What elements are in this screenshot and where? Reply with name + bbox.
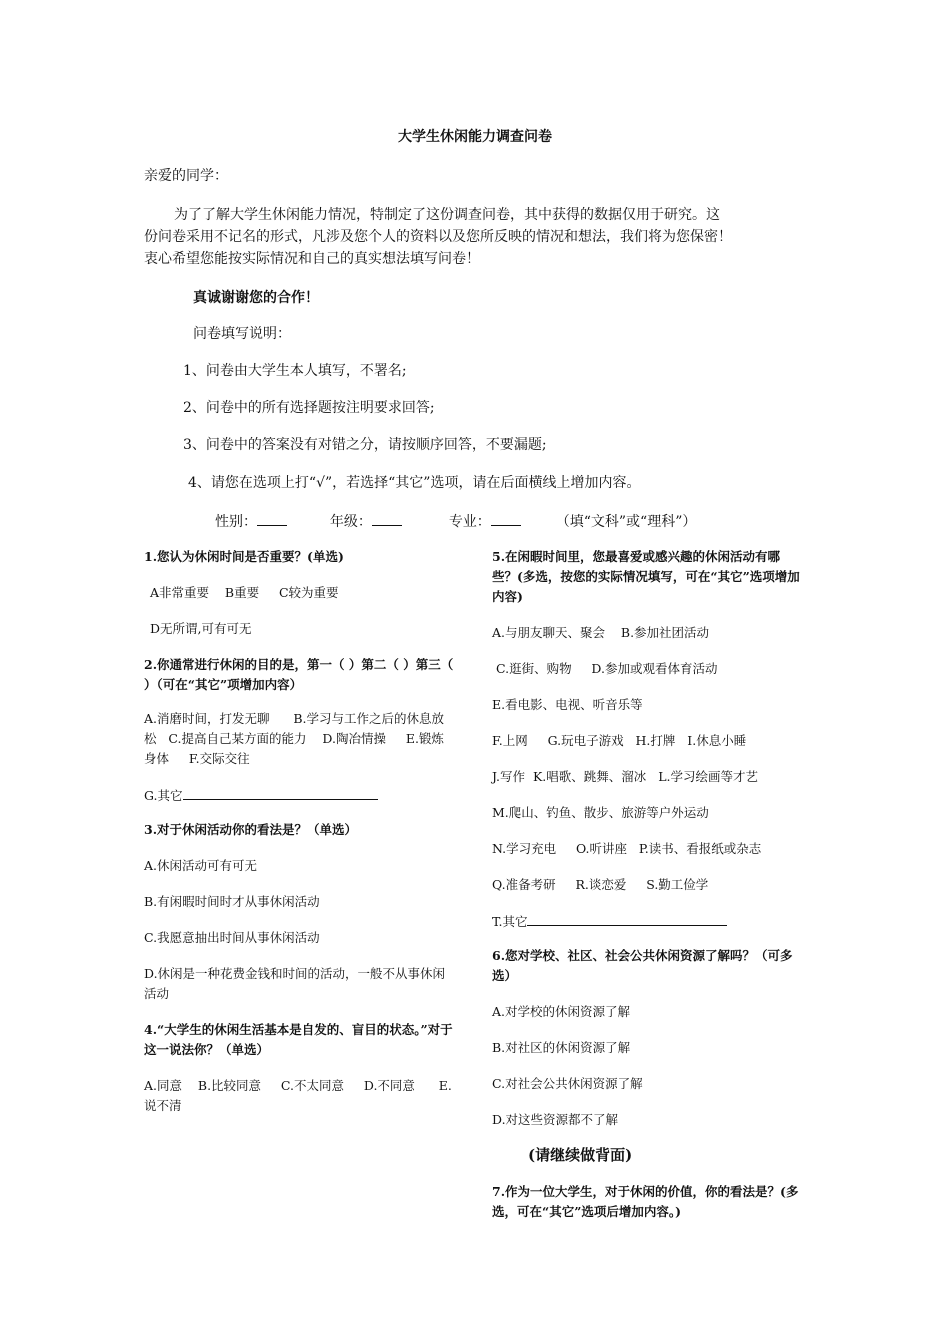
right-column	[492, 547, 804, 1222]
greeting: 亲爱的同学：	[144, 168, 228, 184]
instruction-3: 3、问卷中的答案没有对错之分，请按顺序回答，不要漏题;	[183, 437, 547, 453]
instruction-1: 1、问卷由大学生本人填写，不署名;	[183, 363, 407, 379]
grade-label: 年级：	[329, 514, 372, 530]
q6-option-a[interactable]: A.对学校的休闲资源了解	[492, 1004, 631, 1019]
q2-other[interactable]: G.其它	[144, 785, 456, 806]
continue-note: (请继续做背面)	[528, 1146, 633, 1164]
question-1: 1.您认为休闲时间是否重要？(单选)	[144, 549, 344, 564]
info-fields-row	[215, 511, 696, 533]
intro-line-2: 份问卷采用不记名的形式，凡涉及您个人的资料以及您所反映的情况和想法，我们将为您保密！	[144, 229, 732, 245]
question-2: 2.你通常进行休闲的目的是，第一（ ）第二（ ）第三（ ）（可在“其它”项增加内容）	[144, 657, 454, 692]
question-5: 5.在闲暇时间里，您最喜爱或感兴趣的休闲活动有哪些？(多选，按您的实际情况填写，可在“其它”选项增加内容)	[492, 549, 800, 604]
question-3: 3.对于休闲活动你的看法是？（单选）	[144, 822, 358, 837]
q5-options-line-4[interactable]: F.上网 G.玩电子游戏 H.打牌 I.休息小睡	[492, 733, 747, 748]
q5-options-line-1[interactable]: A.与朋友聊天、聚会 B.参加社团活动	[492, 625, 710, 640]
q5-options-line-5[interactable]: J.写作 K.唱歌、跳舞、溜冰 L.学习绘画等才艺	[492, 769, 758, 784]
q5-options-line-2[interactable]: C.逛街、购物 D.参加或观看体育活动	[492, 661, 718, 676]
q3-option-b[interactable]: B.有闲暇时间时才从事休闲活动	[144, 894, 320, 909]
gender-field[interactable]	[257, 511, 287, 526]
q3-option-d[interactable]: D.休闲是一种花费金钱和时间的活动，一般不从事休闲活动	[144, 966, 446, 1001]
q5-other[interactable]: T.其它	[492, 911, 804, 932]
major-field[interactable]	[491, 511, 521, 526]
instruction-2: 2、问卷中的所有选择题按注明要求回答;	[183, 400, 435, 416]
intro-line-1: 为了了解大学生休闲能力情况，特制定了这份调查问卷，其中获得的数据仅用于研究。这	[174, 207, 720, 223]
q5-options-line-8[interactable]: Q.准备考研 R.谈恋爱 S.勤工俭学	[492, 877, 709, 892]
gender-label: 性别：	[215, 514, 257, 530]
q5-options-line-7[interactable]: N.学习充电 O.听讲座 P.读书、看报纸或杂志	[492, 841, 762, 856]
question-6: 6.您对学校、社区、社会公共休闲资源了解吗？（可多选）	[492, 948, 793, 983]
instructions-title: 问卷填写说明：	[193, 326, 291, 342]
q6-option-c[interactable]: C.对社会公共休闲资源了解	[492, 1076, 643, 1091]
q6-option-b[interactable]: B.对社区的休闲资源了解	[492, 1040, 631, 1055]
q6-option-d[interactable]: D.对这些资源都不了解	[492, 1112, 619, 1127]
question-4: 4.“大学生的休闲生活基本是自发的、盲目的状态。”对于这一说法你？（单选）	[144, 1022, 453, 1057]
q2-options[interactable]: A.消磨时间，打发无聊 B.学习与工作之后的休息放松 C.提高自己某方面的能力 D.陶冶情操 E.锻炼身体 F.交际交往	[144, 711, 445, 766]
instruction-4: 4、请您在选项上打“√”，若选择“其它”选项，请在后面横线上增加内容。	[188, 475, 641, 491]
q1-options-row-2[interactable]: D无所谓,可有可无	[150, 621, 252, 636]
left-column	[144, 547, 456, 1116]
q4-options[interactable]: A.同意 B.比较同意 C.不太同意 D.不同意 E.说不清	[144, 1078, 452, 1113]
q5-options-line-6[interactable]: M.爬山、钓鱼、散步、旅游等户外运动	[492, 805, 709, 820]
major-label: 专业：	[448, 514, 491, 530]
q3-option-c[interactable]: C.我愿意抽出时间从事休闲活动	[144, 930, 320, 945]
intro-line-3: 衷心希望您能按实际情况和自己的真实想法填写问卷！	[144, 251, 480, 267]
question-7: 7.作为一位大学生，对于休闲的价值，你的看法是？(多选，可在“其它”选项后增加内容。)	[492, 1184, 799, 1219]
q3-option-a[interactable]: A.休闲活动可有可无	[144, 858, 258, 873]
major-note: （填“文科”或“理科”）	[555, 514, 697, 530]
grade-field[interactable]	[372, 511, 402, 526]
thanks: 真诚谢谢您的合作！	[193, 290, 319, 306]
q5-options-line-3[interactable]: E.看电影、电视、听音乐等	[492, 697, 643, 712]
q1-options-row-1[interactable]: A非常重要 B重要 C较为重要	[150, 585, 339, 600]
page-title: 大学生休闲能力调查问卷	[398, 129, 552, 145]
